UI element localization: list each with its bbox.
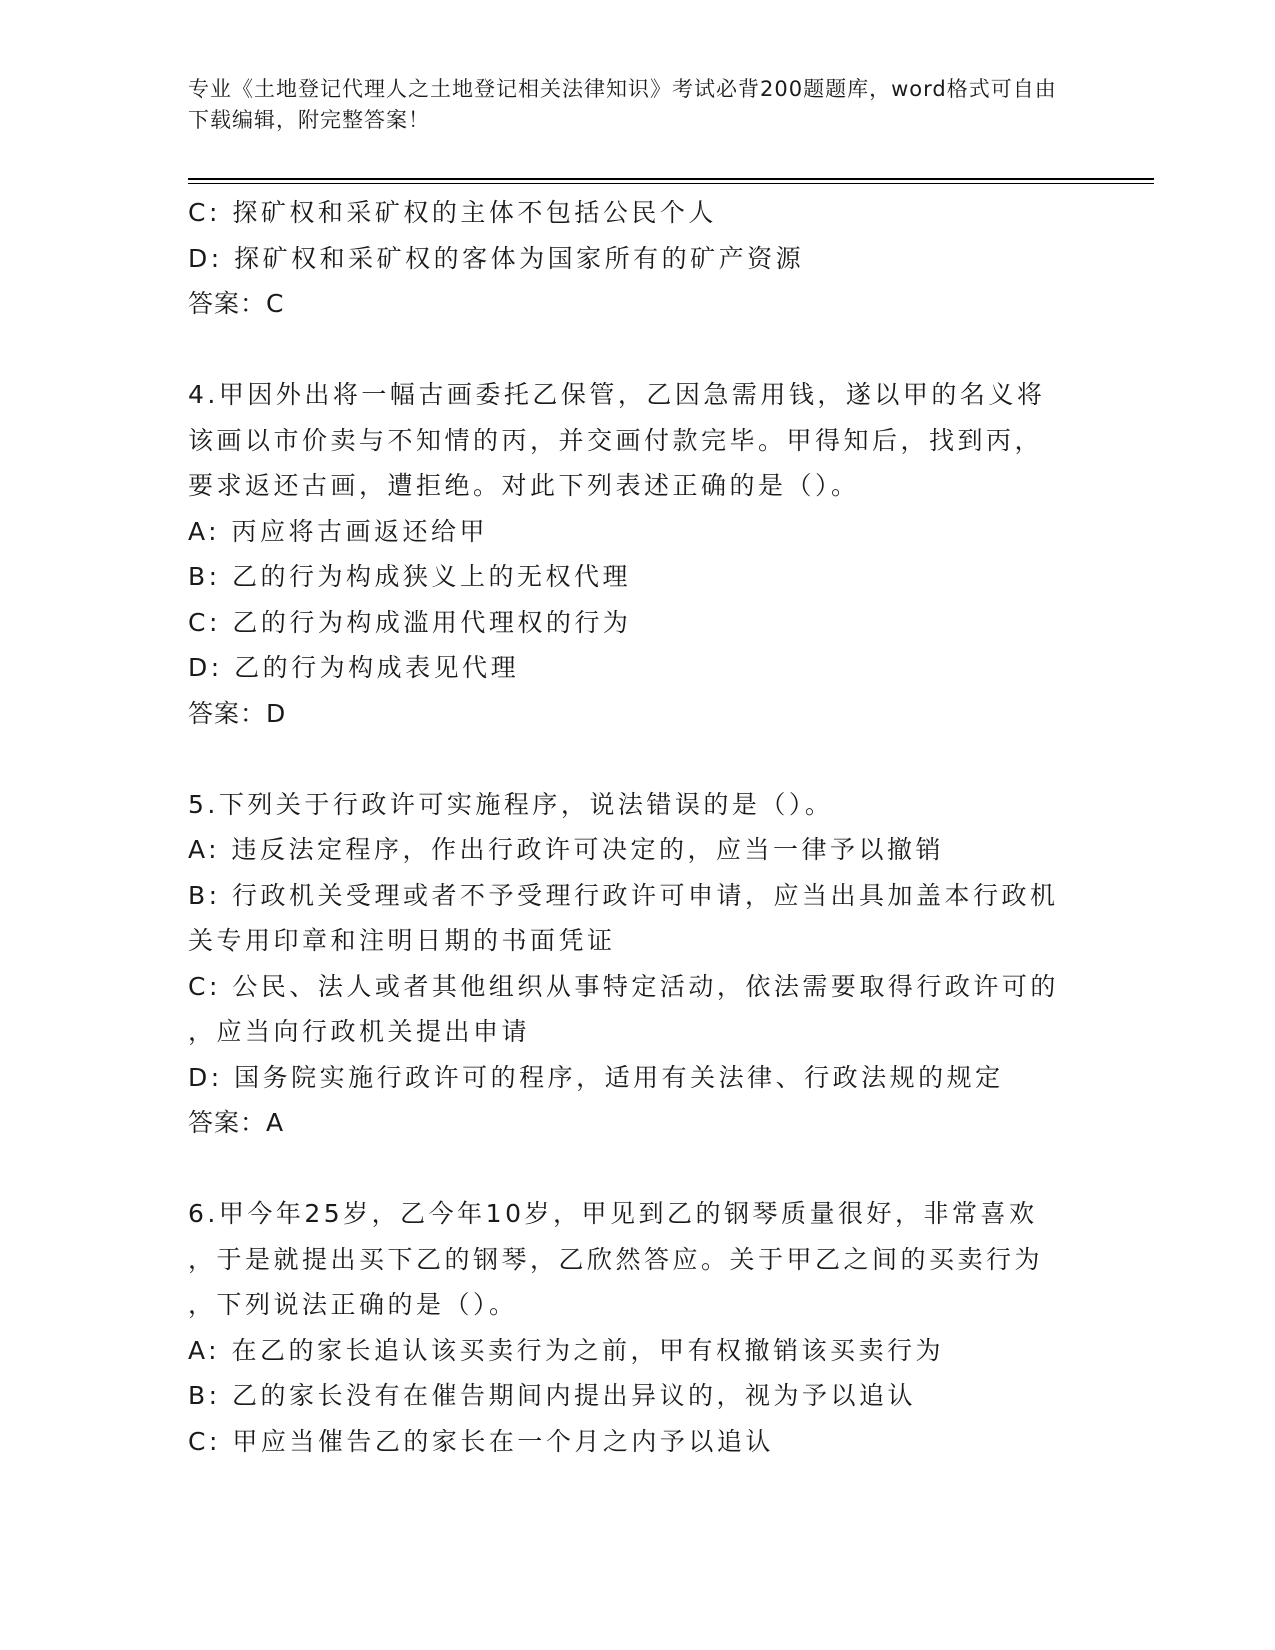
question-stem-line: 要求返还古画，遭拒绝。对此下列表述正确的是（）。 [188, 471, 860, 500]
option-c: C: 探矿权和采矿权的主体不包括公民个人 [188, 198, 717, 227]
question-stem-line: ，下列说法正确的是（）。 [188, 1290, 518, 1319]
answer-line: 答案：A [188, 1108, 285, 1137]
question-stem-line: ，于是就提出买下乙的钢琴，乙欣然答应。关于甲乙之间的买卖行为 [188, 1244, 1044, 1274]
question-6 [188, 1191, 1118, 1464]
answer-line: 答案：C [188, 289, 285, 318]
option-c: C: 乙的行为构成滥用代理权的行为 [188, 607, 632, 637]
spacer [188, 327, 1118, 373]
question-stem-line: 4.甲因外出将一幅古画委托乙保管，乙因急需用钱，遂以甲的名义将 [188, 380, 1046, 409]
option-c: C: 甲应当催告乙的家长在一个月之内予以追认 [188, 1426, 774, 1456]
question-stem-line: 6.甲今年25岁，乙今年10岁，甲见到乙的钢琴质量很好，非常喜欢 [188, 1199, 1038, 1228]
answer-line: 答案：D [188, 698, 287, 728]
option-c-continued: ，应当向行政机关提出申请 [188, 1017, 531, 1046]
header-divider-thin [188, 183, 1154, 184]
option-b-continued: 关专用印章和注明日期的书面凭证 [188, 926, 616, 955]
header-text: 专业《土地登记代理人之土地登记相关法律知识》考试必背200题题库，word格式可自由下载编辑，附完整答案！ [188, 77, 1057, 132]
option-d: D: 探矿权和采矿权的客体为国家所有的矿产资源 [188, 243, 805, 273]
option-a: A: 违反法定程序，作出行政许可决定的，应当一律予以撤销 [188, 835, 945, 864]
header-divider-thick [188, 178, 1154, 180]
question-3-continuation [188, 190, 1118, 327]
option-b: B: 行政机关受理或者不予受理行政许可申请，应当出具加盖本行政机 [188, 880, 1059, 910]
option-a: A: 丙应将古画返还给甲 [188, 516, 489, 546]
option-b: B: 乙的家长没有在催告期间内提出异议的，视为予以追认 [188, 1381, 917, 1410]
question-stem-line: 该画以市价卖与不知情的丙，并交画付款完毕。甲得知后，找到丙， [188, 425, 1044, 455]
option-d: D: 乙的行为构成表见代理 [188, 653, 520, 682]
question-list [188, 190, 1118, 1464]
option-c: C: 公民、法人或者其他组织从事特定活动，依法需要取得行政许可的 [188, 971, 1059, 1001]
option-d: D: 国务院实施行政许可的程序，适用有关法律、行政法规的规定 [188, 1062, 1004, 1092]
question-stem-line: 5.下列关于行政许可实施程序，说法错误的是（）。 [188, 789, 834, 819]
document-header [188, 74, 1068, 136]
option-a: A: 在乙的家长追认该买卖行为之前，甲有权撤销该买卖行为 [188, 1335, 945, 1365]
option-b: B: 乙的行为构成狭义上的无权代理 [188, 562, 632, 591]
spacer [188, 736, 1118, 782]
question-4 [188, 372, 1118, 736]
question-5 [188, 782, 1118, 1146]
spacer [188, 1146, 1118, 1192]
